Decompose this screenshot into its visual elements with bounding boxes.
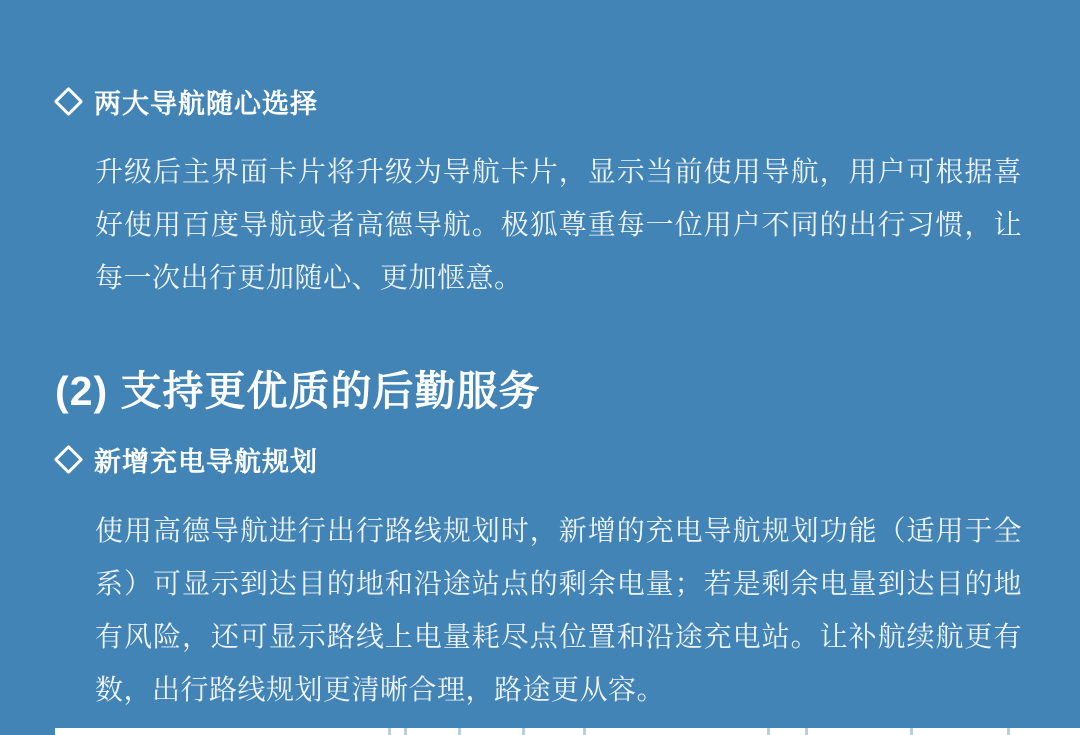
- paragraph-line: 每一次出行更加随心、更加惬意。: [95, 262, 523, 293]
- paragraph-line: 系）可显示到达目的地和沿途站点的剩余电量；若是剩余电量到达目的地: [95, 568, 1022, 599]
- cropped-card-top-edge: [55, 728, 1080, 735]
- cropped-content-mark: [404, 728, 407, 735]
- subsection-heading-dual-navigation: [58, 82, 318, 121]
- paragraph-line: 使用高德导航进行出行路线规划时，新增的充电导航规划功能（适用于全: [95, 515, 1022, 546]
- diamond-outline-icon: [54, 445, 84, 475]
- paragraph-line: 好使用百度导航或者高德导航。极狐尊重每一位用户不同的出行习惯，让: [95, 209, 1022, 240]
- section-title-logistics-service: (2) 支持更优质的后勤服务: [55, 368, 541, 414]
- cropped-content-mark: [805, 728, 808, 735]
- cropped-content-mark: [388, 728, 391, 735]
- cropped-content-mark: [522, 728, 525, 735]
- cropped-content-mark: [1007, 728, 1010, 735]
- paragraph-charging-navigation: [95, 504, 1022, 716]
- paragraph-line: 升级后主界面卡片将升级为导航卡片，显示当前使用导航，用户可根据喜: [95, 156, 1022, 187]
- diamond-outline-icon: [54, 87, 84, 117]
- paragraph-line: 数，出行路线规划更清晰合理，路途更从容。: [95, 674, 666, 705]
- cropped-content-mark: [458, 728, 461, 735]
- paragraph-line: 有风险，还可显示路线上电量耗尽点位置和沿途充电站。让补航续航更有: [95, 621, 1022, 652]
- subsection-heading-charging-navigation: [58, 440, 318, 479]
- cropped-content-mark: [583, 728, 586, 735]
- cropped-content-mark: [910, 728, 913, 735]
- subsection-heading-label: 新增充电导航规划: [94, 447, 318, 477]
- paragraph-dual-navigation: [95, 145, 1022, 304]
- subsection-heading-label: 两大导航随心选择: [94, 89, 318, 119]
- cropped-content-mark: [767, 728, 770, 735]
